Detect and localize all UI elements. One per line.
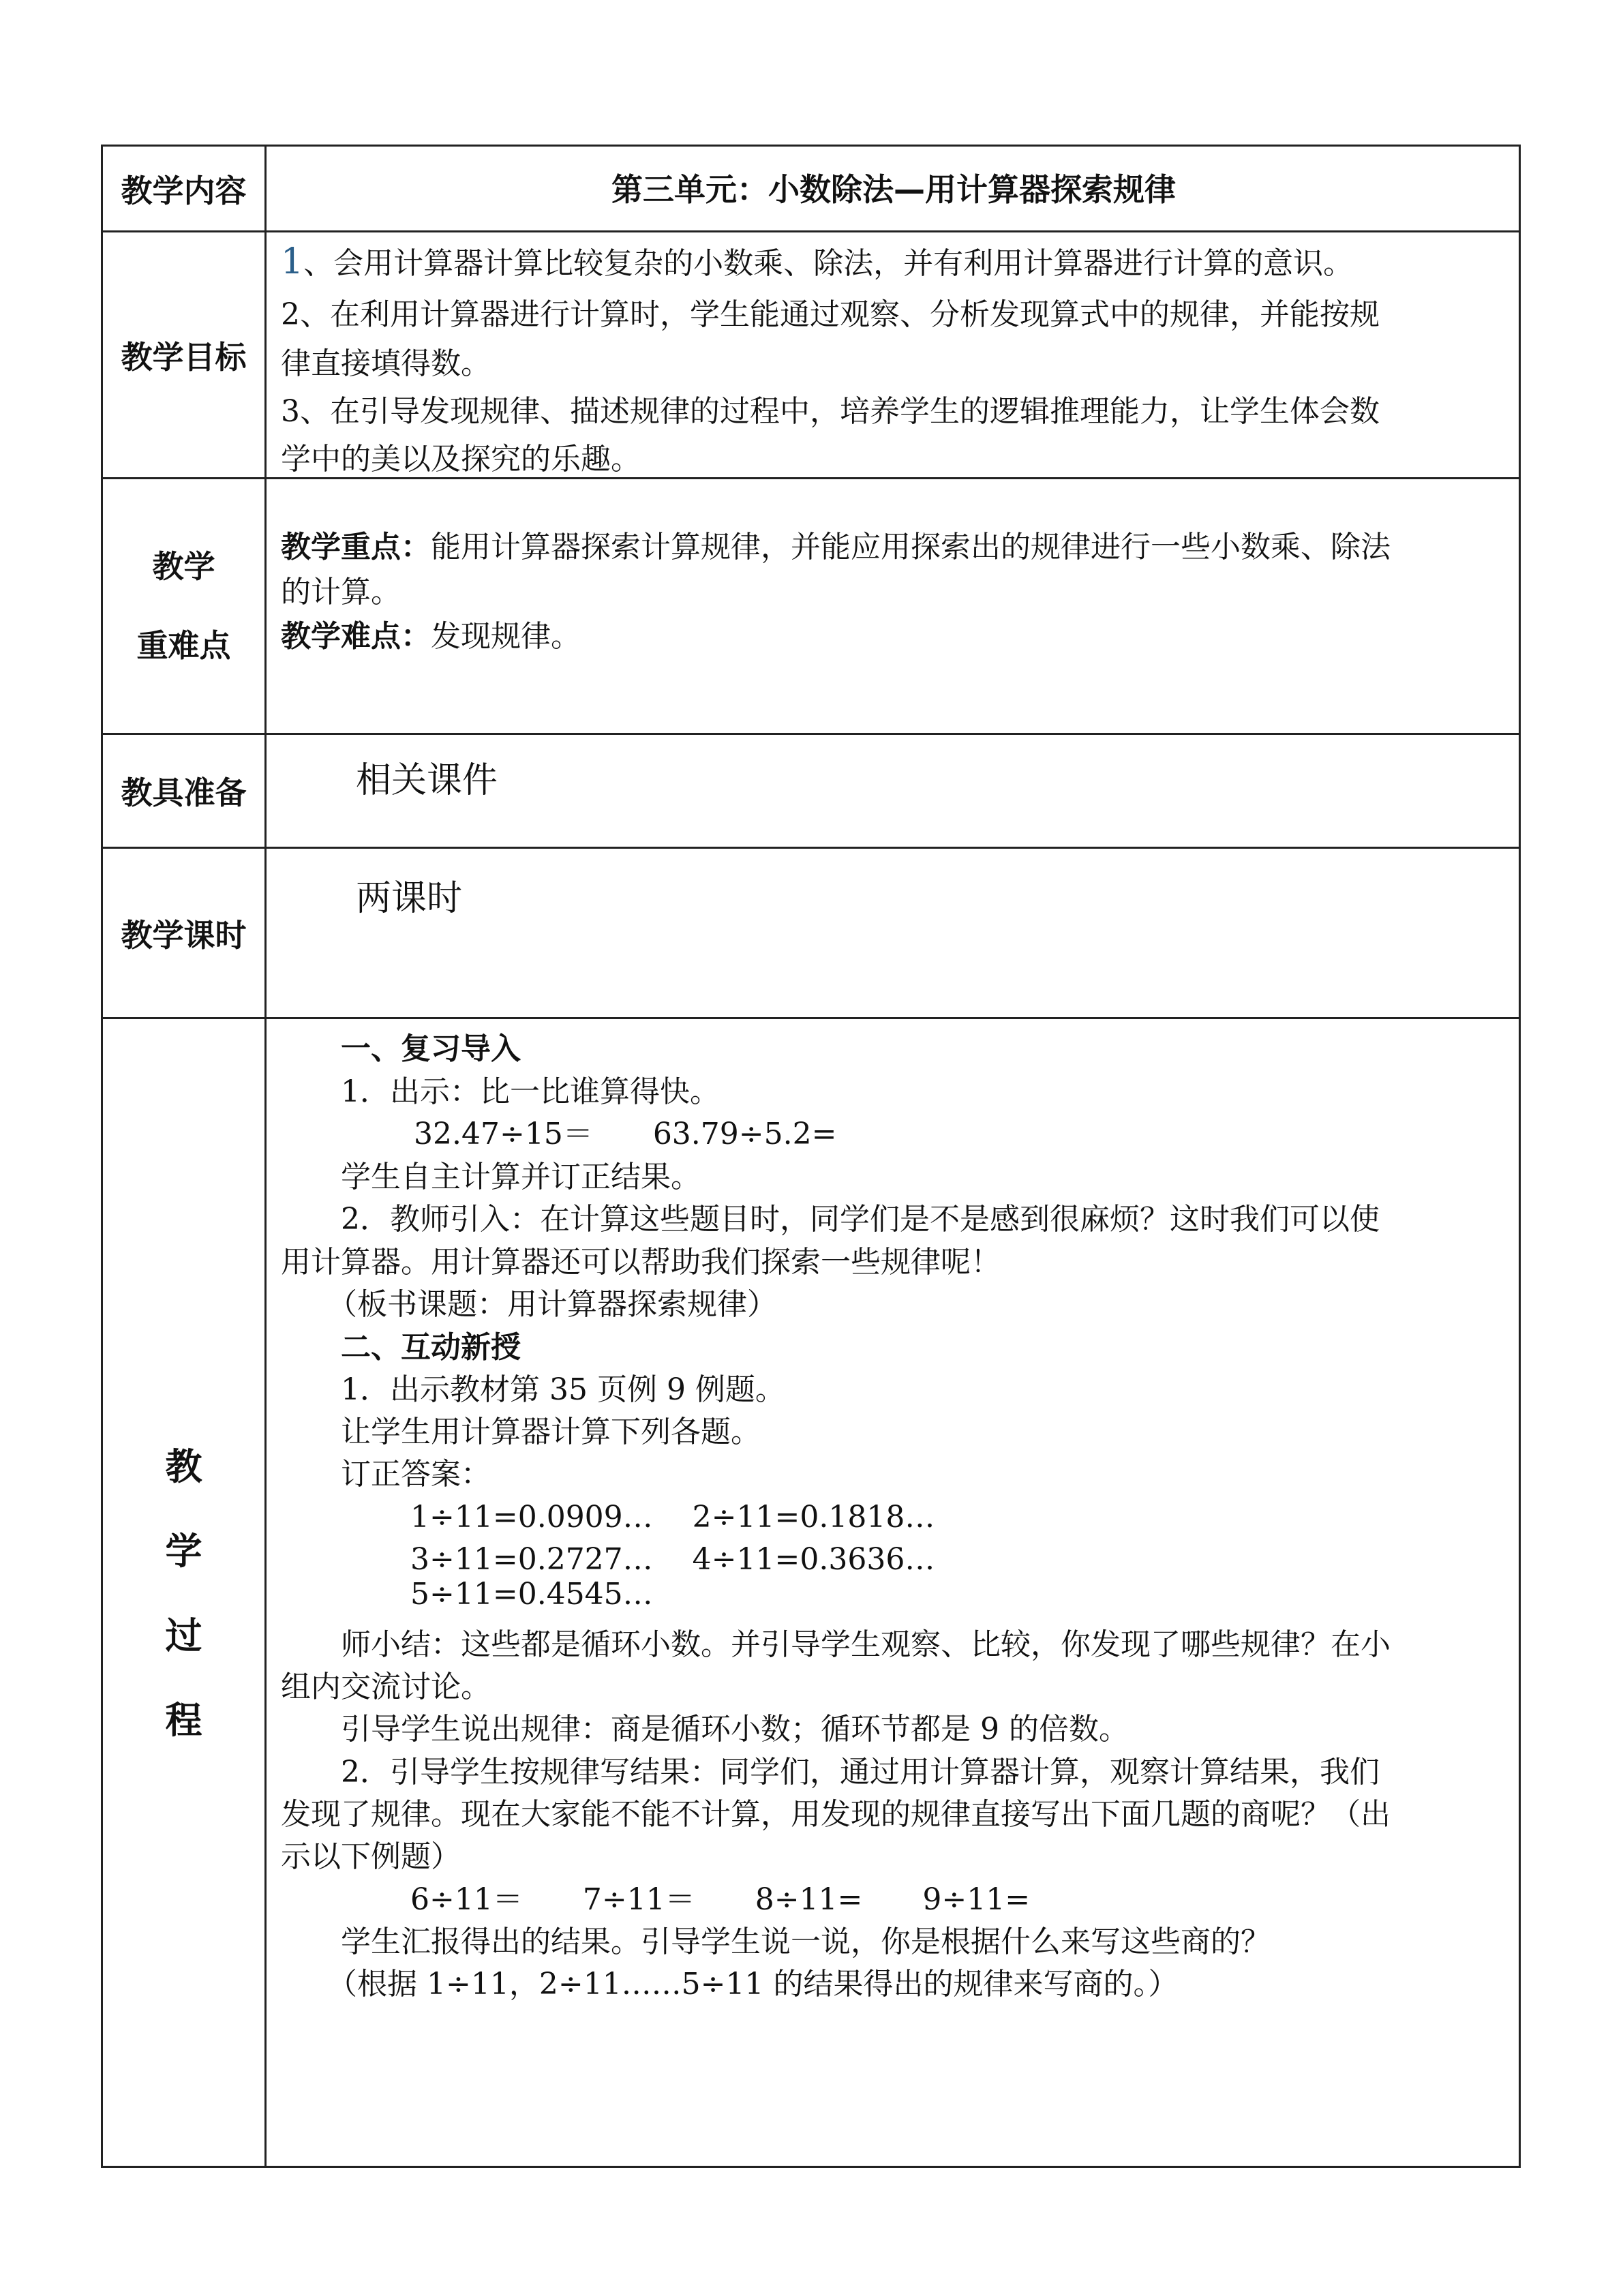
keypoints-label-line1: 教学 (152, 548, 215, 585)
materials-text: 相关课件 (356, 760, 498, 801)
teaching-difficulty (281, 611, 1508, 655)
teaching-focus-text: 能用计算器探索计算规律，并能应用探索出的规律进行一些小数乘、除法 (431, 530, 1391, 564)
goal-1-number: 1 (281, 241, 304, 282)
lesson-title: 第三单元：小数除法—用计算器探索规律 (611, 171, 1176, 208)
review-equations: 32.47÷15＝ 63.79÷5.2= (414, 1117, 837, 1151)
process-line: 1．出示：比一比谁算得快。 (341, 1074, 720, 1109)
process-line: 让学生用计算器计算下列各题。 (341, 1415, 761, 1449)
practice-equations: 6÷11＝ 7÷11＝ 8÷11= 9÷11= (410, 1882, 1031, 1917)
process-line: 订正答案： (341, 1457, 491, 1492)
process-line: 2．教师引入：在计算这些题目时，同学们是不是感到很麻烦？这时我们可以使 (341, 1202, 1380, 1237)
process-line: （根据 1÷11，2÷11……5÷11 的结果得出的规律来写商的。） (327, 1967, 1179, 2002)
answer-equations: 3÷11=0.2727… 4÷11=0.3636… (410, 1542, 935, 1577)
process-line: 发现了规律。现在大家能不能不计算，用发现的规律直接写出下面几题的商呢？（出 (281, 1797, 1391, 1832)
process-label-char: 教 (165, 1445, 202, 1488)
section-interactive-heading: 二、互动新授 (341, 1330, 521, 1365)
content-label: 教学内容 (121, 172, 247, 209)
row-divider (101, 847, 1521, 849)
teaching-focus-line1 (281, 522, 1508, 566)
row-divider (101, 230, 1521, 232)
hours-text: 两课时 (356, 878, 463, 919)
goal-item-2-line1: 2、在利用计算器进行计算时，学生能通过观察、分析发现算式中的规律，并能按规 (281, 297, 1380, 332)
process-line: 2．引导学生按规律写结果：同学们，通过用计算器计算，观察计算结果，我们 (341, 1755, 1380, 1789)
goal-item-3-line1: 3、在引导发现规律、描述规律的过程中，培养学生的逻辑推理能力，让学生体会数 (281, 394, 1380, 429)
process-line: 组内交流讨论。 (281, 1670, 491, 1704)
goal-item-1 (281, 239, 1508, 282)
section-review-heading: 一、复习导入 (341, 1031, 521, 1066)
goal-item-2-line2: 律直接填得数。 (281, 346, 491, 381)
row-divider (101, 1017, 1521, 1019)
teaching-focus-line2: 的计算。 (281, 575, 401, 609)
process-line: 学生汇报得出的结果。引导学生说一说，你是根据什么来写这些商的？ (341, 1924, 1271, 1959)
keypoints-label (103, 479, 264, 733)
process-line: 示以下例题） (281, 1839, 461, 1874)
answer-equations: 1÷11=0.0909… 2÷11=0.1818… (410, 1500, 935, 1535)
process-line: 学生自主计算并订正结果。 (341, 1160, 701, 1194)
hours-label: 教学课时 (121, 916, 247, 954)
process-label-char: 过 (165, 1614, 202, 1657)
process-label (103, 1019, 264, 2168)
teaching-difficulty-text: 发现规律。 (431, 619, 581, 654)
process-label-char: 程 (165, 1698, 202, 1742)
goal-item-3-line2: 学中的美以及探究的乐趣。 (281, 442, 641, 477)
column-divider (264, 145, 267, 2168)
process-line: 师小结：这些都是循环小数。并引导学生观察、比较，你发现了哪些规律？在小 (341, 1627, 1391, 1662)
keypoints-label-line2: 重难点 (136, 627, 231, 664)
teaching-difficulty-label: 教学难点： (281, 619, 431, 654)
teaching-focus-label: 教学重点： (281, 530, 431, 564)
goal-1-text: 、会用计算器计算比较复杂的小数乘、除法，并有利用计算器进行计算的意识。 (303, 246, 1354, 281)
goals-label: 教学目标 (121, 338, 247, 376)
process-line: （板书课题：用计算器探索规律） (327, 1287, 777, 1322)
row-divider (101, 733, 1521, 735)
answer-equations: 5÷11=0.4545… (410, 1577, 653, 1612)
materials-label: 教具准备 (121, 774, 247, 811)
process-label-char: 学 (165, 1529, 202, 1573)
process-line: 用计算器。用计算器还可以帮助我们探索一些规律呢！ (281, 1245, 1001, 1280)
process-line: 引导学生说出规律：商是循环小数；循环节都是 9 的倍数。 (341, 1712, 1129, 1747)
process-line: 1．出示教材第 35 页例 9 例题。 (341, 1372, 785, 1407)
